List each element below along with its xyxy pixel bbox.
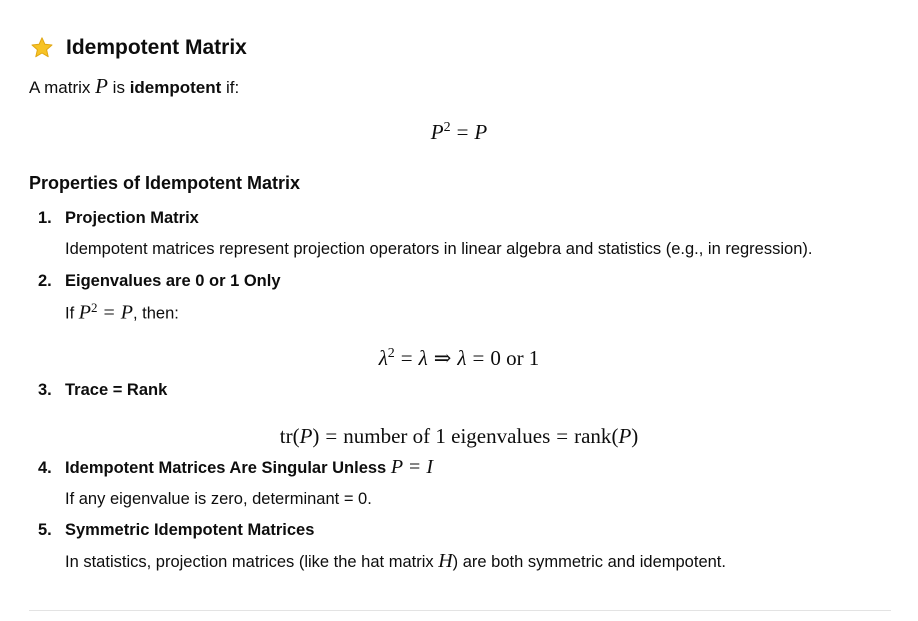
intro-bold: idempotent — [129, 78, 222, 97]
eig-eq: = — [400, 346, 413, 370]
trace-equation: tr(P) = number of 1 eigenvalues = rank(P) — [279, 424, 639, 448]
property-3-title — [38, 381, 167, 400]
property-3-title-text: Trace = Rank — [65, 381, 168, 399]
property-4-title — [38, 456, 433, 479]
page-title-text: Idempotent Matrix — [66, 36, 247, 59]
property-1-title-text: Projection Matrix — [65, 209, 199, 227]
property-4-body: If any eigenvalue is zero, determinant = 0. — [65, 490, 372, 508]
trace-middle: number of 1 eigenvalues — [343, 424, 551, 448]
property-5-body — [65, 550, 726, 573]
eig-lambda-2: λ — [418, 346, 428, 370]
property-2-title — [38, 272, 281, 291]
divider — [29, 610, 891, 611]
property-2-body-suffix: , then: — [132, 304, 179, 323]
list-number: 4. — [38, 459, 52, 477]
trace-arg-2: P — [618, 424, 632, 448]
main-eq-sup: 2 — [443, 120, 451, 135]
eig-rhs: 0 or 1 — [490, 346, 540, 370]
property-2-body-var: P — [78, 301, 91, 324]
property-2-body-sup: 2 — [90, 300, 98, 315]
property-4-title-var: P — [390, 456, 404, 478]
property-2-body-eq: = — [103, 301, 115, 324]
main-equation — [0, 120, 918, 145]
page-title — [30, 32, 247, 64]
intro-text — [29, 74, 239, 99]
property-2-body-prefix: If — [65, 304, 79, 323]
property-1-body: Idempotent matrices represent projection operators in linear algebra and statistics (e.g., in regression). — [65, 240, 813, 258]
main-eq-lhs: P — [430, 120, 444, 144]
intro-middle: is — [107, 78, 130, 97]
star-icon — [30, 36, 54, 60]
property-5-body-suffix: ) are both symmetric and idempotent. — [452, 553, 726, 571]
intro-prefix: A matrix — [29, 78, 96, 97]
trace-tr: tr — [279, 424, 293, 448]
eig-lambda-3: λ — [457, 346, 467, 370]
trace-eq-2: = — [556, 424, 569, 448]
list-number: 5. — [38, 521, 52, 539]
eig-eq-2: = — [472, 346, 485, 370]
property-4-title-eq: = — [409, 456, 421, 478]
property-2-body — [65, 300, 179, 325]
trace-eq: = — [325, 424, 338, 448]
eig-lambda: λ — [378, 346, 388, 370]
property-4-title-var2: I — [426, 456, 433, 478]
property-2-title-text: Eigenvalues are 0 or 1 Only — [65, 272, 281, 290]
list-number: 3. — [38, 381, 52, 399]
property-5-title-text: Symmetric Idempotent Matrices — [65, 521, 315, 539]
property-5-body-var: H — [438, 550, 453, 572]
list-number: 2. — [38, 272, 52, 290]
properties-heading: Properties of Idempotent Matrix — [29, 173, 301, 193]
trace-arg: P — [299, 424, 313, 448]
intro-var: P — [95, 74, 108, 98]
eig-implies: ⇒ — [433, 346, 452, 370]
property-5-title — [38, 521, 314, 540]
main-eq-rhs: P — [474, 120, 488, 144]
eig-sup: 2 — [387, 346, 395, 361]
property-5-body-prefix: In statistics, projection matrices (like the hat matrix — [65, 553, 439, 571]
main-eq-equals: = — [456, 120, 469, 144]
eigenvalue-equation — [0, 346, 918, 371]
list-number: 1. — [38, 209, 52, 227]
intro-suffix: if: — [221, 78, 240, 97]
trace-rank: rank — [574, 424, 612, 448]
property-4-title-text: Idempotent Matrices Are Singular Unless — [65, 459, 391, 477]
property-2-body-var2: P — [120, 301, 133, 324]
property-1-title — [38, 209, 199, 228]
